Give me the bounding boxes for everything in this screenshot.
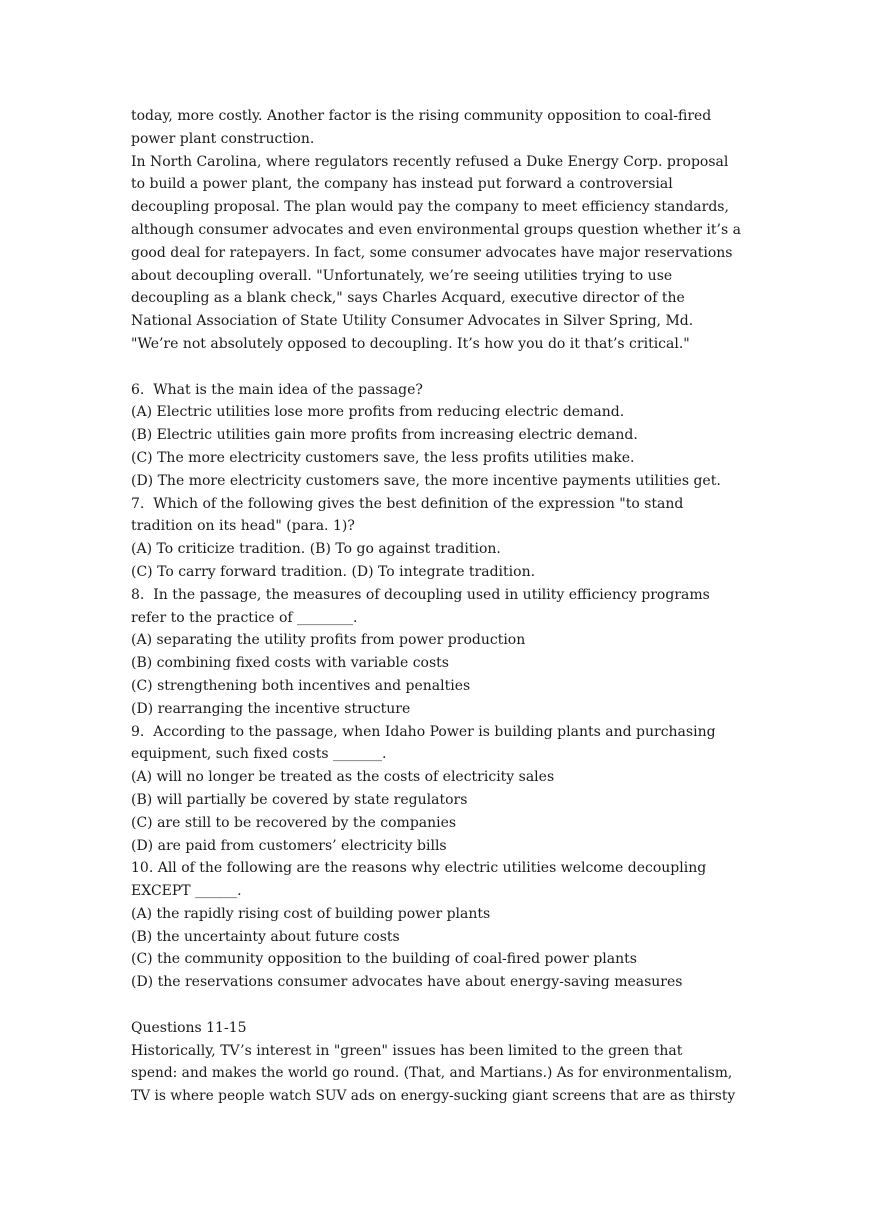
- question-8-option-c: (C) strengthening both incentives and penalties: [131, 677, 471, 694]
- question-8-stem-cont: refer to the practice of ________.: [131, 609, 358, 626]
- question-9-stem-cont: equipment, such fixed costs _______.: [131, 746, 387, 763]
- spacer: [131, 994, 741, 1017]
- question-6-stem: 6. What is the main idea of the passage?: [131, 381, 423, 398]
- passage-line: National Association of State Utility Consumer Advocates in Silver Spring, Md.: [131, 313, 694, 330]
- question-10-stem-cont: EXCEPT ______.: [131, 883, 242, 900]
- passage-line: TV is where people watch SUV ads on energy-sucking giant screens that are as thirsty: [131, 1088, 736, 1105]
- question-list: [131, 379, 741, 995]
- question-10-option-a: (A) the rapidly rising cost of building power plants: [131, 905, 491, 922]
- passage-line: good deal for ratepayers. In fact, some consumer advocates have major reservations: [131, 244, 733, 261]
- question-10-option-b: (B) the uncertainty about future costs: [131, 928, 400, 945]
- question-9-option-a: (A) will no longer be treated as the costs of electricity sales: [131, 769, 555, 786]
- spacer: [131, 356, 741, 379]
- passage-line: to build a power plant, the company has instead put forward a controversial: [131, 176, 673, 193]
- question-6-option-a: (A) Electric utilities lose more profits from reducing electric demand.: [131, 404, 625, 421]
- question-6-option-b: (B) Electric utilities gain more profits from increasing electric demand.: [131, 427, 638, 444]
- question-9-option-d: (D) are paid from customers’ electricity bills: [131, 837, 447, 854]
- passage-end: [131, 105, 741, 356]
- question-9-option-b: (B) will partially be covered by state regulators: [131, 791, 468, 808]
- question-6-option-c: (C) The more electricity customers save, the less profits utilities make.: [131, 449, 635, 466]
- passage-line: although consumer advocates and even environmental groups question whether it’s a: [131, 221, 741, 238]
- passage-line: today, more costly. Another factor is the rising community opposition to coal-fired: [131, 108, 712, 124]
- question-10-stem: 10. All of the following are the reasons why electric utilities welcome decoupling: [131, 860, 707, 877]
- question-10-option-d: (D) the reservations consumer advocates have about energy-saving measures: [131, 974, 683, 991]
- passage-line: about decoupling overall. "Unfortunately, we’re seeing utilities trying to use: [131, 267, 673, 284]
- passage-line: decoupling proposal. The plan would pay the company to meet efficiency standards,: [131, 199, 729, 216]
- question-8-option-d: (D) rearranging the incentive structure: [131, 700, 411, 717]
- passage-line: In North Carolina, where regulators recently refused a Duke Energy Corp. proposal: [131, 153, 729, 170]
- question-10-option-c: (C) the community opposition to the building of coal-fired power plants: [131, 951, 637, 968]
- question-8-stem: 8. In the passage, the measures of decoupling used in utility efficiency programs: [131, 586, 710, 603]
- passage-line: Historically, TV’s interest in "green" issues has been limited to the green that: [131, 1042, 683, 1059]
- question-6-option-d: (D) The more electricity customers save, the more incentive payments utilities get.: [131, 472, 721, 489]
- question-7-options-cd: (C) To carry forward tradition. (D) To integrate tradition.: [131, 563, 536, 580]
- section-heading: Questions 11-15: [131, 1019, 247, 1036]
- question-8-option-b: (B) combining fixed costs with variable costs: [131, 655, 449, 672]
- question-8-option-a: (A) separating the utility profits from power production: [131, 632, 526, 649]
- passage-line: power plant construction.: [131, 130, 315, 147]
- passage-line: decoupling as a blank check," says Charles Acquard, executive director of the: [131, 290, 685, 307]
- passage-line: "We’re not absolutely opposed to decoupling. It’s how you do it that’s critical.": [131, 335, 690, 352]
- next-section: [131, 1017, 741, 1108]
- question-9-stem: 9. According to the passage, when Idaho Power is building plants and purchasing: [131, 723, 716, 740]
- question-7-stem-cont: tradition on its head" (para. 1)?: [131, 518, 355, 535]
- question-7-stem: 7. Which of the following gives the best definition of the expression "to stand: [131, 495, 684, 512]
- passage-line: spend: and makes the world go round. (That, and Martians.) As for environmentalism,: [131, 1065, 733, 1082]
- question-9-option-c: (C) are still to be recovered by the companies: [131, 814, 457, 831]
- question-7-options-ab: (A) To criticize tradition. (B) To go against tradition.: [131, 541, 501, 558]
- document-page: [131, 105, 741, 1108]
